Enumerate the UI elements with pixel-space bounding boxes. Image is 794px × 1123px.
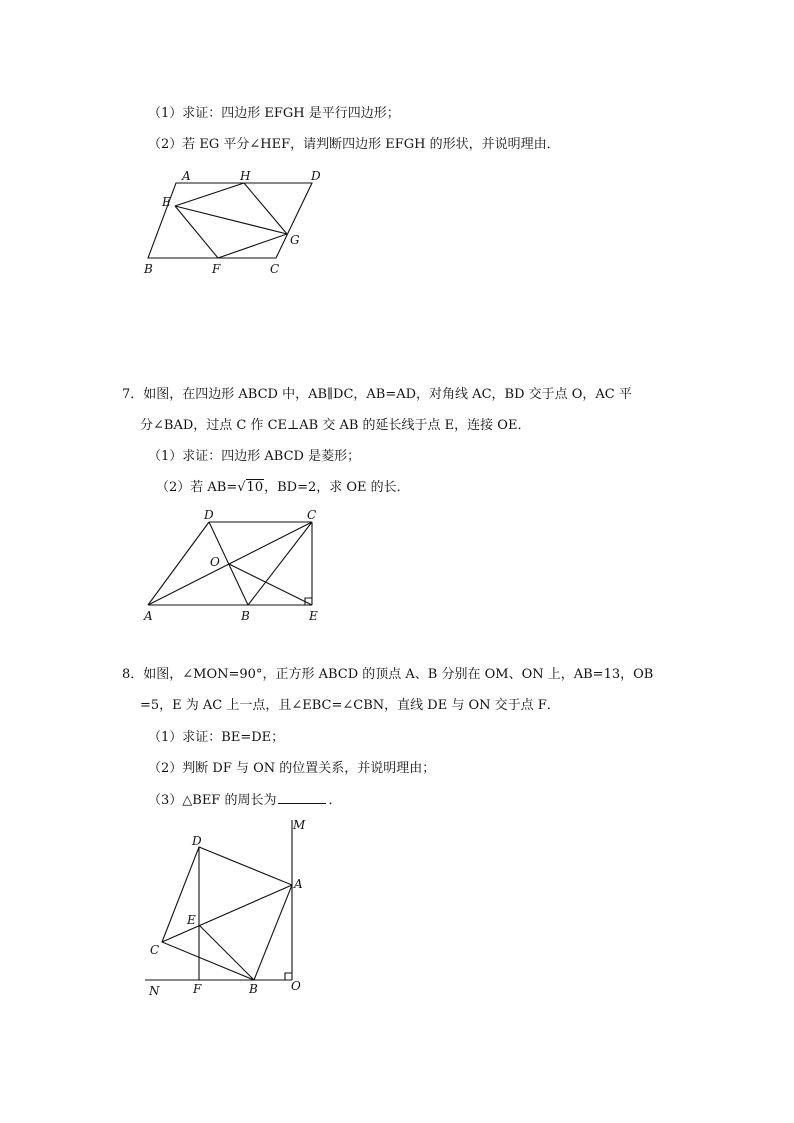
label-m8: M [293,818,306,832]
label-a8: A [294,877,303,891]
label-b8: B [249,982,258,996]
label-c8: C [150,943,160,957]
problem8-part3-post: ． [328,793,342,808]
label-f6: F [212,262,221,276]
label-d7: D [204,508,214,522]
problem8-part1: （1）求证：BE=DE； [148,730,285,745]
label-g6: G [290,233,300,247]
problem7-part2-pre: （2）若 AB= [156,480,238,495]
label-a7: A [144,609,153,623]
problem8-part2: （2）判断 DF 与 ON 的位置关系，并说明理由； [148,761,436,776]
label-e7: E [309,609,318,623]
label-c6: C [270,262,280,276]
label-f8: F [193,982,202,996]
problem6-part1: （1）求证：四边形 EFGH 是平行四边形； [148,106,400,121]
label-e6: E [162,195,171,209]
problem7-part1: （1）求证：四边形 ABCD 是菱形； [148,449,361,464]
problem7-line1: 7．如图，在四边形 ABCD 中，AB∥DC，AB=AD，对角线 AC，BD 交于点 O，AC 平 [122,387,632,402]
segment-eb [199,925,254,980]
label-o7: O [210,555,220,569]
sqrt-radicand: 10 [246,480,264,495]
label-d8: D [192,834,202,848]
label-a6: A [182,169,191,183]
problem6-part2: （2）若 EG 平分∠HEF，请判断四边形 EFGH 的形状，并说明理由． [148,137,560,152]
label-b7: B [241,609,250,623]
label-b6: B [144,262,153,276]
sqrt-expression: √10 [237,480,264,495]
label-e8: E [187,913,196,927]
label-h6: H [240,169,251,183]
label-o8: O [291,979,301,993]
label-c7: C [307,508,317,522]
problem8-line1: 8．如图，∠MON=90°，正方形 ABCD 的顶点 A、B 分别在 OM、ON 上，AB=13，OB [122,667,654,682]
problem8-part3-pre: （3）△BEF 的周长为 [148,793,277,808]
label-n8: N [149,984,160,998]
problem7-part2-post: ，BD=2，求 OE 的长． [264,480,410,495]
problem7-line2: 分∠BAD，过点 C 作 CE⊥AB 交 AB 的延长线于点 E，连接 OE． [140,418,531,433]
label-d6: D [311,169,321,183]
problem8-line2: =5，E 为 AC 上一点，且∠EBC=∠CBN，直线 DE 与 ON 交于点 F． [140,698,560,713]
